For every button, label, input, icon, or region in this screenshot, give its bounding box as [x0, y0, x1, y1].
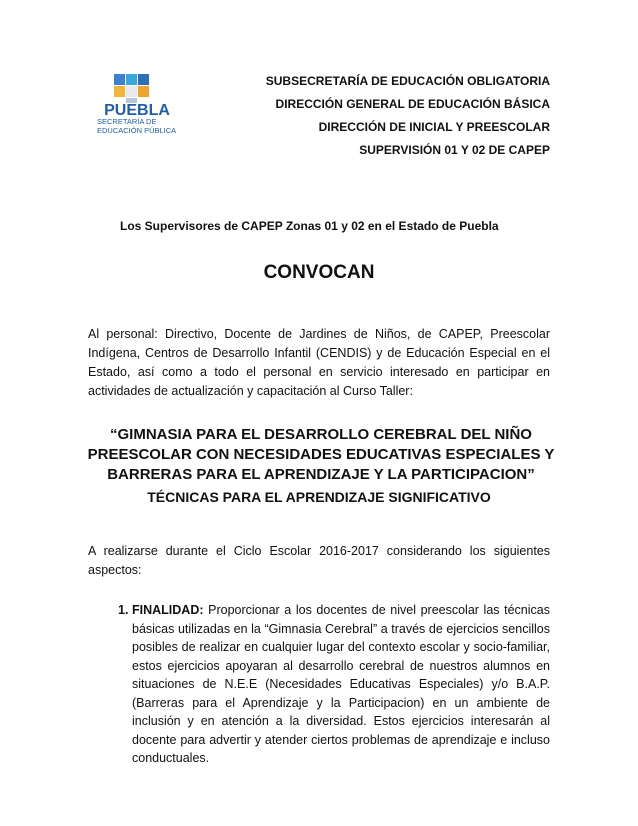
paragraph-cycle: A realizarse durante el Ciclo Escolar 2016-2017 considerando los siguientes aspectos: [88, 544, 550, 577]
header-line: DIRECCIÓN DE INICIAL Y PREESCOLAR [318, 120, 550, 134]
aspects-list [118, 601, 550, 768]
item-text: Proporcionar a los docentes de nivel preescolar las técnicas básicas utilizadas en la “Gimnasia Cerebral” a través de ejercicios sencillos posibles de realizar en cualquier lugar del contexto escolar y socio-familiar, estos ejercicios apoyaran al desarrollo cerebral de nuestros alumnos en situaciones de N.E.E (Necesidades Educativas Especiales) y/o B.A.P. (Barreras para el Aprendizaje y la Participacion) en un ambiente de inclusión y en atención a la diversidad. Estos ejercicios interesarán al docente para advertir y atender ciertos problemas de aprendizaje e incluso conductuales. [132, 603, 550, 765]
course-title: “GIMNASIA PARA EL DESARROLLO CEREBRAL DEL NIÑO PREESCOLAR CON NECESIDADES EDUCATIVAS ESPECIALES Y BARRERAS PARA EL APRENDIZAJE Y LA PARTICIPACION” [87, 426, 555, 483]
intro-line: Los Supervisores de CAPEP Zonas 01 y 02 en el Estado de Puebla [120, 219, 499, 233]
svg-text:EDUCACIÓN PÚBLICA: EDUCACIÓN PÚBLICA [97, 126, 177, 135]
convocan-heading: CONVOCAN [263, 262, 375, 283]
header-line: SUPERVISIÓN 01 Y 02 DE CAPEP [359, 143, 550, 157]
item-label: FINALIDAD: [132, 603, 209, 617]
paragraph-audience: Al personal: Directivo, Docente de Jardines de Niños, de CAPEP, Preescolar Indígena, Centros de Desarrollo Infantil (CENDIS) y de Educación Especial en el Estado, así como a todo el personal en servicio interesado en participar en actividades de actualización y capacitación al Curso Taller: [88, 327, 550, 398]
header-block [266, 70, 550, 162]
item-number: 1. [118, 603, 129, 617]
puebla-logo [95, 72, 180, 136]
course-subtitle: TÉCNICAS PARA EL APRENDIZAJE SIGNIFICATIVO [147, 489, 491, 505]
svg-text:PUEBLA: PUEBLA [104, 102, 170, 119]
svg-text:SECRETARÍA DE: SECRETARÍA DE [97, 117, 157, 126]
list-item [118, 601, 550, 768]
header-line: SUBSECRETARÍA DE EDUCACIÓN OBLIGATORIA [265, 74, 550, 88]
header-line: DIRECCIÓN GENERAL DE EDUCACIÓN BÁSICA [275, 97, 550, 111]
